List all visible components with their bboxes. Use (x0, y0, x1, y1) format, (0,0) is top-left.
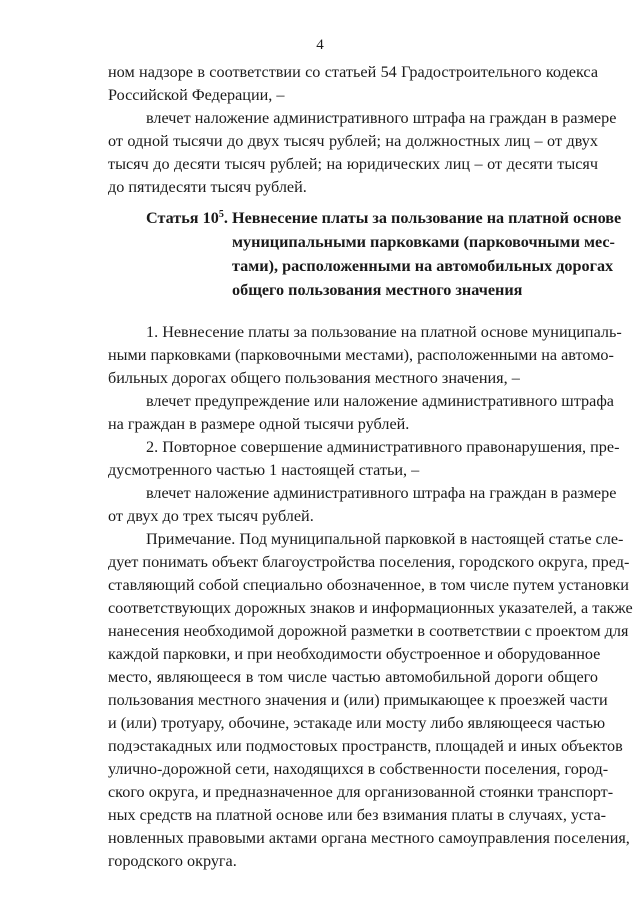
text-line: тысяч до десяти тысяч рублей; на юридических лиц – от десяти тысяч (108, 155, 598, 173)
text-line: ными парковками (парковочными местами), расположенными на автомо- (108, 346, 614, 364)
text-line: соответствующих дорожных знаков и информационных указателей, а также (108, 599, 633, 617)
text-line: влечет наложение административного штрафа на граждан в размере (146, 484, 617, 502)
page-number: 4 (316, 37, 324, 53)
text-line: ставляющий собой специально обозначенное, в том числе путем установки (108, 576, 629, 594)
text-line: до пятидесяти тысяч рублей. (108, 178, 307, 196)
text-line: 1. Невнесение платы за пользование на платной основе муниципаль- (146, 323, 622, 341)
text-line: каждой парковки, и при необходимости обустроенное и оборудованное (108, 645, 601, 663)
text-line: новленных правовыми актами органа местного самоуправления поселения, (108, 829, 630, 847)
article-label: Статья $10^5$. (146, 209, 228, 227)
article-title-line: муниципальными парковками (парковочными мес- (232, 233, 615, 251)
text-line: улично-дорожной сети, находящихся в собственности поселения, город- (108, 760, 609, 778)
text-line: от одной тысячи до двух тысяч рублей; на должностных лиц – от двух (108, 132, 598, 150)
text-line: Примечание. Под муниципальной парковкой в настоящей статье сле- (146, 530, 624, 548)
text-line: подэстакадных или подмостовых пространств, площадей и иных объектов (108, 737, 623, 755)
text-line: от двух до трех тысяч рублей. (108, 507, 314, 525)
text-line: место, являющееся в том числе частью автомобильной дороги общего (108, 668, 598, 686)
text-line: влечет наложение административного штрафа на граждан в размере (146, 109, 617, 127)
text-line: ном надзоре в соответствии со статьей 54 Градостроительного кодекса (108, 63, 598, 81)
text-line: городского округа. (108, 852, 237, 870)
text-line: ных средств на платной основе или без взимания платы в случаях, уста- (108, 806, 607, 824)
text-line: бильных дорогах общего пользования местного значения, – (108, 369, 520, 387)
text-line: на граждан в размере одной тысячи рублей. (108, 415, 410, 433)
article-title-line: общего пользования местного значения (232, 281, 523, 299)
text-line: влечет предупреждение или наложение административного штрафа (146, 392, 614, 410)
article-title-line: Невнесение платы за пользование на платной основе (232, 209, 622, 227)
text-line: и (или) тротуару, обочине, эстакаде или мосту либо являющееся частью (108, 714, 606, 732)
text-line: пользования местного значения и (или) примыкающее к проезжей части (108, 691, 608, 709)
text-line: 2. Повторное совершение административного правонарушения, пре- (146, 438, 620, 456)
text-line: нанесения необходимой дорожной разметки в соответствии с проектом для (108, 622, 629, 640)
text-line: дусмотренного частью 1 настоящей статьи, – (108, 461, 420, 479)
text-line: ского округа, и предназначенное для организованной стоянки транспорт- (108, 783, 614, 801)
text-line: дует понимать объект благоустройства поселения, городского округа, пред- (108, 553, 630, 571)
article-title-line: тами), расположенными на автомобильных дорогах (232, 257, 614, 275)
text-line: Российской Федерации, – (108, 86, 285, 104)
